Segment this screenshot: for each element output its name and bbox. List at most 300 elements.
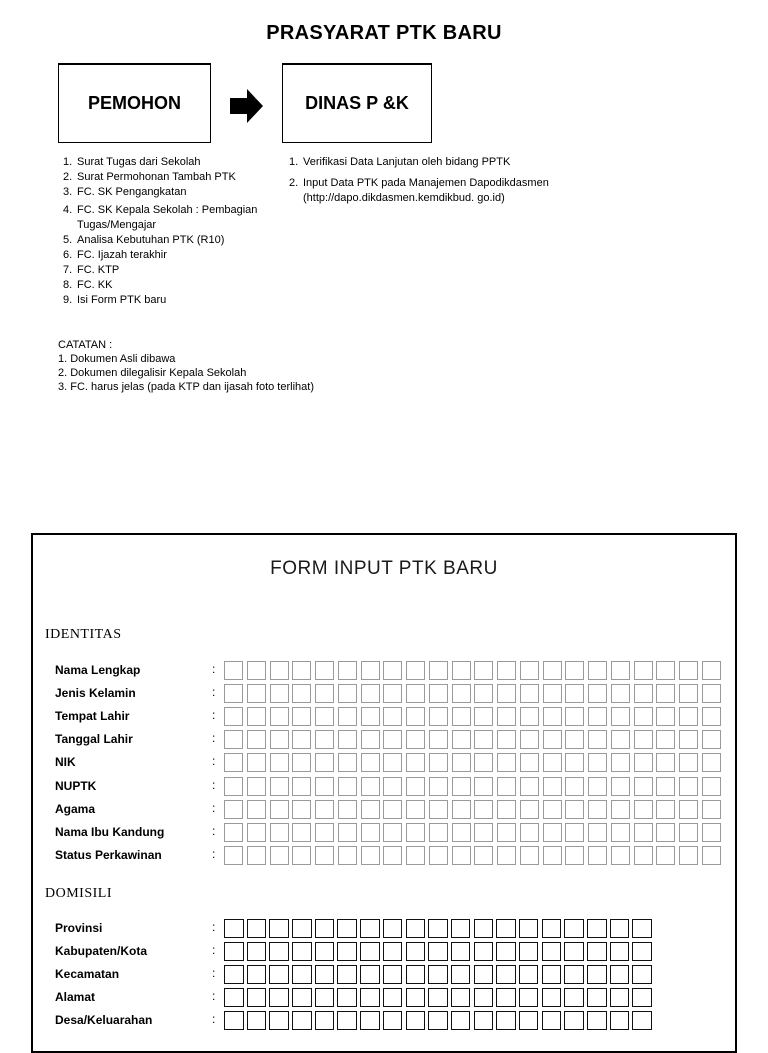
character-box[interactable] bbox=[315, 988, 335, 1007]
character-box[interactable] bbox=[451, 942, 471, 961]
character-box[interactable] bbox=[406, 988, 426, 1007]
character-box[interactable] bbox=[632, 919, 652, 938]
character-box[interactable] bbox=[315, 707, 334, 726]
character-box[interactable] bbox=[361, 823, 380, 842]
character-box[interactable] bbox=[247, 965, 267, 984]
character-box[interactable] bbox=[406, 1011, 426, 1030]
character-box[interactable] bbox=[497, 661, 516, 680]
character-box[interactable] bbox=[656, 823, 675, 842]
character-box[interactable] bbox=[474, 965, 494, 984]
character-box[interactable] bbox=[656, 707, 675, 726]
character-box[interactable] bbox=[270, 753, 289, 772]
character-box[interactable] bbox=[543, 777, 562, 796]
character-box[interactable] bbox=[611, 823, 630, 842]
character-box[interactable] bbox=[406, 707, 425, 726]
character-box[interactable] bbox=[588, 707, 607, 726]
character-box[interactable] bbox=[474, 823, 493, 842]
character-box[interactable] bbox=[497, 684, 516, 703]
character-box[interactable] bbox=[247, 919, 267, 938]
character-box[interactable] bbox=[542, 919, 562, 938]
character-box[interactable] bbox=[565, 684, 584, 703]
character-box[interactable] bbox=[679, 730, 698, 749]
character-box[interactable] bbox=[610, 942, 630, 961]
character-box[interactable] bbox=[292, 1011, 312, 1030]
character-box[interactable] bbox=[360, 942, 380, 961]
character-box[interactable] bbox=[634, 753, 653, 772]
character-box[interactable] bbox=[474, 684, 493, 703]
character-box[interactable] bbox=[429, 661, 448, 680]
character-box[interactable] bbox=[656, 753, 675, 772]
character-box[interactable] bbox=[611, 730, 630, 749]
character-box[interactable] bbox=[679, 846, 698, 865]
character-box[interactable] bbox=[565, 730, 584, 749]
character-box[interactable] bbox=[474, 777, 493, 796]
character-input-boxes[interactable] bbox=[224, 823, 725, 842]
character-box[interactable] bbox=[315, 1011, 335, 1030]
character-box[interactable] bbox=[383, 1011, 403, 1030]
character-input-boxes[interactable] bbox=[224, 707, 725, 726]
character-box[interactable] bbox=[634, 707, 653, 726]
character-box[interactable] bbox=[292, 965, 312, 984]
character-box[interactable] bbox=[588, 777, 607, 796]
character-box[interactable] bbox=[519, 942, 539, 961]
character-box[interactable] bbox=[542, 942, 562, 961]
character-box[interactable] bbox=[610, 988, 630, 1007]
character-box[interactable] bbox=[247, 730, 266, 749]
character-box[interactable] bbox=[702, 846, 721, 865]
character-input-boxes[interactable] bbox=[224, 988, 655, 1007]
character-box[interactable] bbox=[474, 800, 493, 819]
character-box[interactable] bbox=[543, 846, 562, 865]
character-box[interactable] bbox=[406, 777, 425, 796]
character-box[interactable] bbox=[611, 800, 630, 819]
character-box[interactable] bbox=[565, 707, 584, 726]
character-box[interactable] bbox=[656, 846, 675, 865]
character-box[interactable] bbox=[406, 753, 425, 772]
character-box[interactable] bbox=[634, 777, 653, 796]
character-input-boxes[interactable] bbox=[224, 684, 725, 703]
character-box[interactable] bbox=[565, 823, 584, 842]
character-box[interactable] bbox=[428, 1011, 448, 1030]
character-box[interactable] bbox=[270, 846, 289, 865]
character-box[interactable] bbox=[679, 823, 698, 842]
character-box[interactable] bbox=[542, 965, 562, 984]
character-box[interactable] bbox=[406, 661, 425, 680]
character-box[interactable] bbox=[452, 684, 471, 703]
character-box[interactable] bbox=[383, 919, 403, 938]
character-box[interactable] bbox=[656, 661, 675, 680]
character-box[interactable] bbox=[383, 684, 402, 703]
character-box[interactable] bbox=[269, 942, 289, 961]
character-box[interactable] bbox=[634, 684, 653, 703]
character-box[interactable] bbox=[587, 919, 607, 938]
character-box[interactable] bbox=[338, 707, 357, 726]
character-box[interactable] bbox=[338, 730, 357, 749]
character-box[interactable] bbox=[451, 965, 471, 984]
character-box[interactable] bbox=[247, 800, 266, 819]
character-box[interactable] bbox=[565, 777, 584, 796]
character-box[interactable] bbox=[474, 661, 493, 680]
character-box[interactable] bbox=[315, 965, 335, 984]
character-box[interactable] bbox=[679, 684, 698, 703]
character-box[interactable] bbox=[361, 777, 380, 796]
character-box[interactable] bbox=[497, 777, 516, 796]
character-box[interactable] bbox=[361, 730, 380, 749]
character-box[interactable] bbox=[452, 661, 471, 680]
character-box[interactable] bbox=[496, 919, 516, 938]
character-box[interactable] bbox=[383, 661, 402, 680]
character-box[interactable] bbox=[247, 846, 266, 865]
character-box[interactable] bbox=[519, 965, 539, 984]
character-box[interactable] bbox=[383, 823, 402, 842]
character-input-boxes[interactable] bbox=[224, 965, 655, 984]
character-box[interactable] bbox=[429, 753, 448, 772]
character-box[interactable] bbox=[224, 753, 243, 772]
character-box[interactable] bbox=[360, 988, 380, 1007]
character-box[interactable] bbox=[496, 965, 516, 984]
character-box[interactable] bbox=[338, 661, 357, 680]
character-box[interactable] bbox=[383, 846, 402, 865]
character-box[interactable] bbox=[452, 800, 471, 819]
character-box[interactable] bbox=[361, 707, 380, 726]
character-input-boxes[interactable] bbox=[224, 919, 655, 938]
character-box[interactable] bbox=[611, 707, 630, 726]
character-box[interactable] bbox=[361, 846, 380, 865]
character-box[interactable] bbox=[292, 777, 311, 796]
character-box[interactable] bbox=[247, 684, 266, 703]
character-box[interactable] bbox=[634, 823, 653, 842]
character-box[interactable] bbox=[656, 800, 675, 819]
character-box[interactable] bbox=[519, 1011, 539, 1030]
character-box[interactable] bbox=[383, 988, 403, 1007]
character-box[interactable] bbox=[247, 753, 266, 772]
character-box[interactable] bbox=[451, 919, 471, 938]
character-box[interactable] bbox=[611, 753, 630, 772]
character-box[interactable] bbox=[520, 800, 539, 819]
character-box[interactable] bbox=[587, 965, 607, 984]
character-box[interactable] bbox=[428, 965, 448, 984]
character-box[interactable] bbox=[292, 846, 311, 865]
character-input-boxes[interactable] bbox=[224, 942, 655, 961]
character-box[interactable] bbox=[247, 1011, 267, 1030]
character-box[interactable] bbox=[429, 707, 448, 726]
character-box[interactable] bbox=[611, 661, 630, 680]
character-box[interactable] bbox=[632, 965, 652, 984]
character-box[interactable] bbox=[474, 730, 493, 749]
character-box[interactable] bbox=[224, 730, 243, 749]
character-box[interactable] bbox=[634, 846, 653, 865]
character-box[interactable] bbox=[634, 800, 653, 819]
character-box[interactable] bbox=[632, 988, 652, 1007]
character-box[interactable] bbox=[564, 965, 584, 984]
character-box[interactable] bbox=[451, 988, 471, 1007]
character-box[interactable] bbox=[360, 965, 380, 984]
character-box[interactable] bbox=[679, 661, 698, 680]
character-box[interactable] bbox=[588, 823, 607, 842]
character-box[interactable] bbox=[224, 1011, 244, 1030]
character-box[interactable] bbox=[292, 988, 312, 1007]
character-box[interactable] bbox=[247, 707, 266, 726]
character-box[interactable] bbox=[406, 919, 426, 938]
character-box[interactable] bbox=[474, 753, 493, 772]
character-input-boxes[interactable] bbox=[224, 753, 725, 772]
character-box[interactable] bbox=[564, 942, 584, 961]
character-box[interactable] bbox=[702, 753, 721, 772]
character-input-boxes[interactable] bbox=[224, 730, 725, 749]
character-box[interactable] bbox=[610, 919, 630, 938]
character-box[interactable] bbox=[270, 823, 289, 842]
character-box[interactable] bbox=[361, 800, 380, 819]
character-box[interactable] bbox=[702, 661, 721, 680]
character-box[interactable] bbox=[565, 846, 584, 865]
character-box[interactable] bbox=[496, 942, 516, 961]
character-box[interactable] bbox=[429, 684, 448, 703]
character-box[interactable] bbox=[224, 942, 244, 961]
character-input-boxes[interactable] bbox=[224, 777, 725, 796]
character-box[interactable] bbox=[406, 800, 425, 819]
character-box[interactable] bbox=[497, 730, 516, 749]
character-box[interactable] bbox=[315, 753, 334, 772]
character-box[interactable] bbox=[224, 965, 244, 984]
character-box[interactable] bbox=[474, 707, 493, 726]
character-box[interactable] bbox=[611, 777, 630, 796]
character-box[interactable] bbox=[543, 707, 562, 726]
character-box[interactable] bbox=[269, 988, 289, 1007]
character-box[interactable] bbox=[315, 942, 335, 961]
character-box[interactable] bbox=[315, 661, 334, 680]
character-box[interactable] bbox=[338, 846, 357, 865]
character-box[interactable] bbox=[543, 800, 562, 819]
character-box[interactable] bbox=[520, 777, 539, 796]
character-box[interactable] bbox=[224, 800, 243, 819]
character-box[interactable] bbox=[315, 800, 334, 819]
character-box[interactable] bbox=[543, 753, 562, 772]
character-box[interactable] bbox=[587, 1011, 607, 1030]
character-box[interactable] bbox=[292, 823, 311, 842]
character-box[interactable] bbox=[429, 800, 448, 819]
character-box[interactable] bbox=[543, 823, 562, 842]
character-box[interactable] bbox=[270, 661, 289, 680]
character-box[interactable] bbox=[702, 707, 721, 726]
character-box[interactable] bbox=[337, 988, 357, 1007]
character-box[interactable] bbox=[428, 988, 448, 1007]
character-box[interactable] bbox=[634, 730, 653, 749]
character-box[interactable] bbox=[315, 919, 335, 938]
character-box[interactable] bbox=[247, 988, 267, 1007]
character-box[interactable] bbox=[292, 919, 312, 938]
character-box[interactable] bbox=[428, 919, 448, 938]
character-box[interactable] bbox=[337, 1011, 357, 1030]
character-box[interactable] bbox=[452, 707, 471, 726]
character-box[interactable] bbox=[270, 730, 289, 749]
character-box[interactable] bbox=[497, 823, 516, 842]
character-box[interactable] bbox=[564, 988, 584, 1007]
character-box[interactable] bbox=[610, 1011, 630, 1030]
character-box[interactable] bbox=[361, 684, 380, 703]
character-box[interactable] bbox=[406, 684, 425, 703]
character-box[interactable] bbox=[338, 684, 357, 703]
character-box[interactable] bbox=[315, 823, 334, 842]
character-box[interactable] bbox=[315, 730, 334, 749]
character-box[interactable] bbox=[315, 846, 334, 865]
character-box[interactable] bbox=[632, 1011, 652, 1030]
character-box[interactable] bbox=[429, 846, 448, 865]
character-box[interactable] bbox=[656, 777, 675, 796]
character-box[interactable] bbox=[497, 800, 516, 819]
character-box[interactable] bbox=[270, 707, 289, 726]
character-box[interactable] bbox=[292, 661, 311, 680]
character-box[interactable] bbox=[564, 919, 584, 938]
character-box[interactable] bbox=[224, 661, 243, 680]
character-box[interactable] bbox=[383, 777, 402, 796]
character-box[interactable] bbox=[474, 1011, 494, 1030]
character-box[interactable] bbox=[292, 800, 311, 819]
character-box[interactable] bbox=[702, 684, 721, 703]
character-box[interactable] bbox=[338, 777, 357, 796]
character-box[interactable] bbox=[383, 730, 402, 749]
character-box[interactable] bbox=[224, 684, 243, 703]
character-box[interactable] bbox=[679, 707, 698, 726]
character-box[interactable] bbox=[474, 942, 494, 961]
character-box[interactable] bbox=[269, 919, 289, 938]
character-box[interactable] bbox=[520, 707, 539, 726]
character-box[interactable] bbox=[702, 777, 721, 796]
character-box[interactable] bbox=[497, 707, 516, 726]
character-input-boxes[interactable] bbox=[224, 1011, 655, 1030]
character-box[interactable] bbox=[247, 777, 266, 796]
character-box[interactable] bbox=[519, 988, 539, 1007]
character-box[interactable] bbox=[224, 777, 243, 796]
character-box[interactable] bbox=[269, 965, 289, 984]
character-box[interactable] bbox=[224, 707, 243, 726]
character-box[interactable] bbox=[634, 661, 653, 680]
character-box[interactable] bbox=[269, 1011, 289, 1030]
character-box[interactable] bbox=[565, 661, 584, 680]
character-box[interactable] bbox=[496, 1011, 516, 1030]
character-box[interactable] bbox=[292, 684, 311, 703]
character-box[interactable] bbox=[496, 988, 516, 1007]
character-box[interactable] bbox=[565, 800, 584, 819]
character-box[interactable] bbox=[451, 1011, 471, 1030]
character-box[interactable] bbox=[224, 919, 244, 938]
character-box[interactable] bbox=[383, 965, 403, 984]
character-box[interactable] bbox=[383, 707, 402, 726]
character-box[interactable] bbox=[452, 753, 471, 772]
character-box[interactable] bbox=[292, 942, 312, 961]
character-box[interactable] bbox=[542, 1011, 562, 1030]
character-box[interactable] bbox=[611, 846, 630, 865]
character-box[interactable] bbox=[656, 684, 675, 703]
character-box[interactable] bbox=[429, 730, 448, 749]
character-box[interactable] bbox=[588, 684, 607, 703]
character-box[interactable] bbox=[656, 730, 675, 749]
character-box[interactable] bbox=[315, 777, 334, 796]
character-box[interactable] bbox=[224, 823, 243, 842]
character-box[interactable] bbox=[588, 730, 607, 749]
character-box[interactable] bbox=[497, 846, 516, 865]
character-box[interactable] bbox=[520, 846, 539, 865]
character-box[interactable] bbox=[679, 753, 698, 772]
character-box[interactable] bbox=[474, 919, 494, 938]
character-box[interactable] bbox=[588, 661, 607, 680]
character-box[interactable] bbox=[361, 753, 380, 772]
character-box[interactable] bbox=[315, 684, 334, 703]
character-box[interactable] bbox=[519, 919, 539, 938]
character-box[interactable] bbox=[520, 684, 539, 703]
character-box[interactable] bbox=[632, 942, 652, 961]
character-box[interactable] bbox=[406, 730, 425, 749]
character-box[interactable] bbox=[611, 684, 630, 703]
character-box[interactable] bbox=[383, 753, 402, 772]
character-box[interactable] bbox=[361, 661, 380, 680]
character-box[interactable] bbox=[564, 1011, 584, 1030]
character-box[interactable] bbox=[429, 823, 448, 842]
character-box[interactable] bbox=[610, 965, 630, 984]
character-box[interactable] bbox=[270, 684, 289, 703]
character-box[interactable] bbox=[224, 846, 243, 865]
character-box[interactable] bbox=[474, 846, 493, 865]
character-box[interactable] bbox=[292, 730, 311, 749]
character-box[interactable] bbox=[587, 988, 607, 1007]
character-box[interactable] bbox=[702, 823, 721, 842]
character-box[interactable] bbox=[360, 919, 380, 938]
character-box[interactable] bbox=[702, 800, 721, 819]
character-box[interactable] bbox=[224, 988, 244, 1007]
character-box[interactable] bbox=[497, 753, 516, 772]
character-box[interactable] bbox=[383, 800, 402, 819]
character-input-boxes[interactable] bbox=[224, 800, 725, 819]
character-box[interactable] bbox=[520, 823, 539, 842]
character-box[interactable] bbox=[338, 800, 357, 819]
character-box[interactable] bbox=[337, 942, 357, 961]
character-box[interactable] bbox=[587, 942, 607, 961]
character-input-boxes[interactable] bbox=[224, 661, 725, 680]
character-box[interactable] bbox=[565, 753, 584, 772]
character-box[interactable] bbox=[360, 1011, 380, 1030]
character-box[interactable] bbox=[679, 777, 698, 796]
character-box[interactable] bbox=[406, 965, 426, 984]
character-box[interactable] bbox=[474, 988, 494, 1007]
character-box[interactable] bbox=[452, 846, 471, 865]
character-box[interactable] bbox=[337, 965, 357, 984]
character-box[interactable] bbox=[588, 753, 607, 772]
character-box[interactable] bbox=[406, 942, 426, 961]
character-input-boxes[interactable] bbox=[224, 846, 725, 865]
character-box[interactable] bbox=[520, 753, 539, 772]
character-box[interactable] bbox=[452, 823, 471, 842]
character-box[interactable] bbox=[247, 942, 267, 961]
character-box[interactable] bbox=[406, 823, 425, 842]
character-box[interactable] bbox=[270, 777, 289, 796]
character-box[interactable] bbox=[338, 753, 357, 772]
character-box[interactable] bbox=[292, 707, 311, 726]
character-box[interactable] bbox=[270, 800, 289, 819]
character-box[interactable] bbox=[338, 823, 357, 842]
character-box[interactable] bbox=[542, 988, 562, 1007]
character-box[interactable] bbox=[702, 730, 721, 749]
character-box[interactable] bbox=[452, 777, 471, 796]
character-box[interactable] bbox=[429, 777, 448, 796]
character-box[interactable] bbox=[452, 730, 471, 749]
character-box[interactable] bbox=[292, 753, 311, 772]
character-box[interactable] bbox=[406, 846, 425, 865]
character-box[interactable] bbox=[520, 730, 539, 749]
character-box[interactable] bbox=[588, 800, 607, 819]
character-box[interactable] bbox=[247, 661, 266, 680]
character-box[interactable] bbox=[679, 800, 698, 819]
character-box[interactable] bbox=[337, 919, 357, 938]
character-box[interactable] bbox=[247, 823, 266, 842]
